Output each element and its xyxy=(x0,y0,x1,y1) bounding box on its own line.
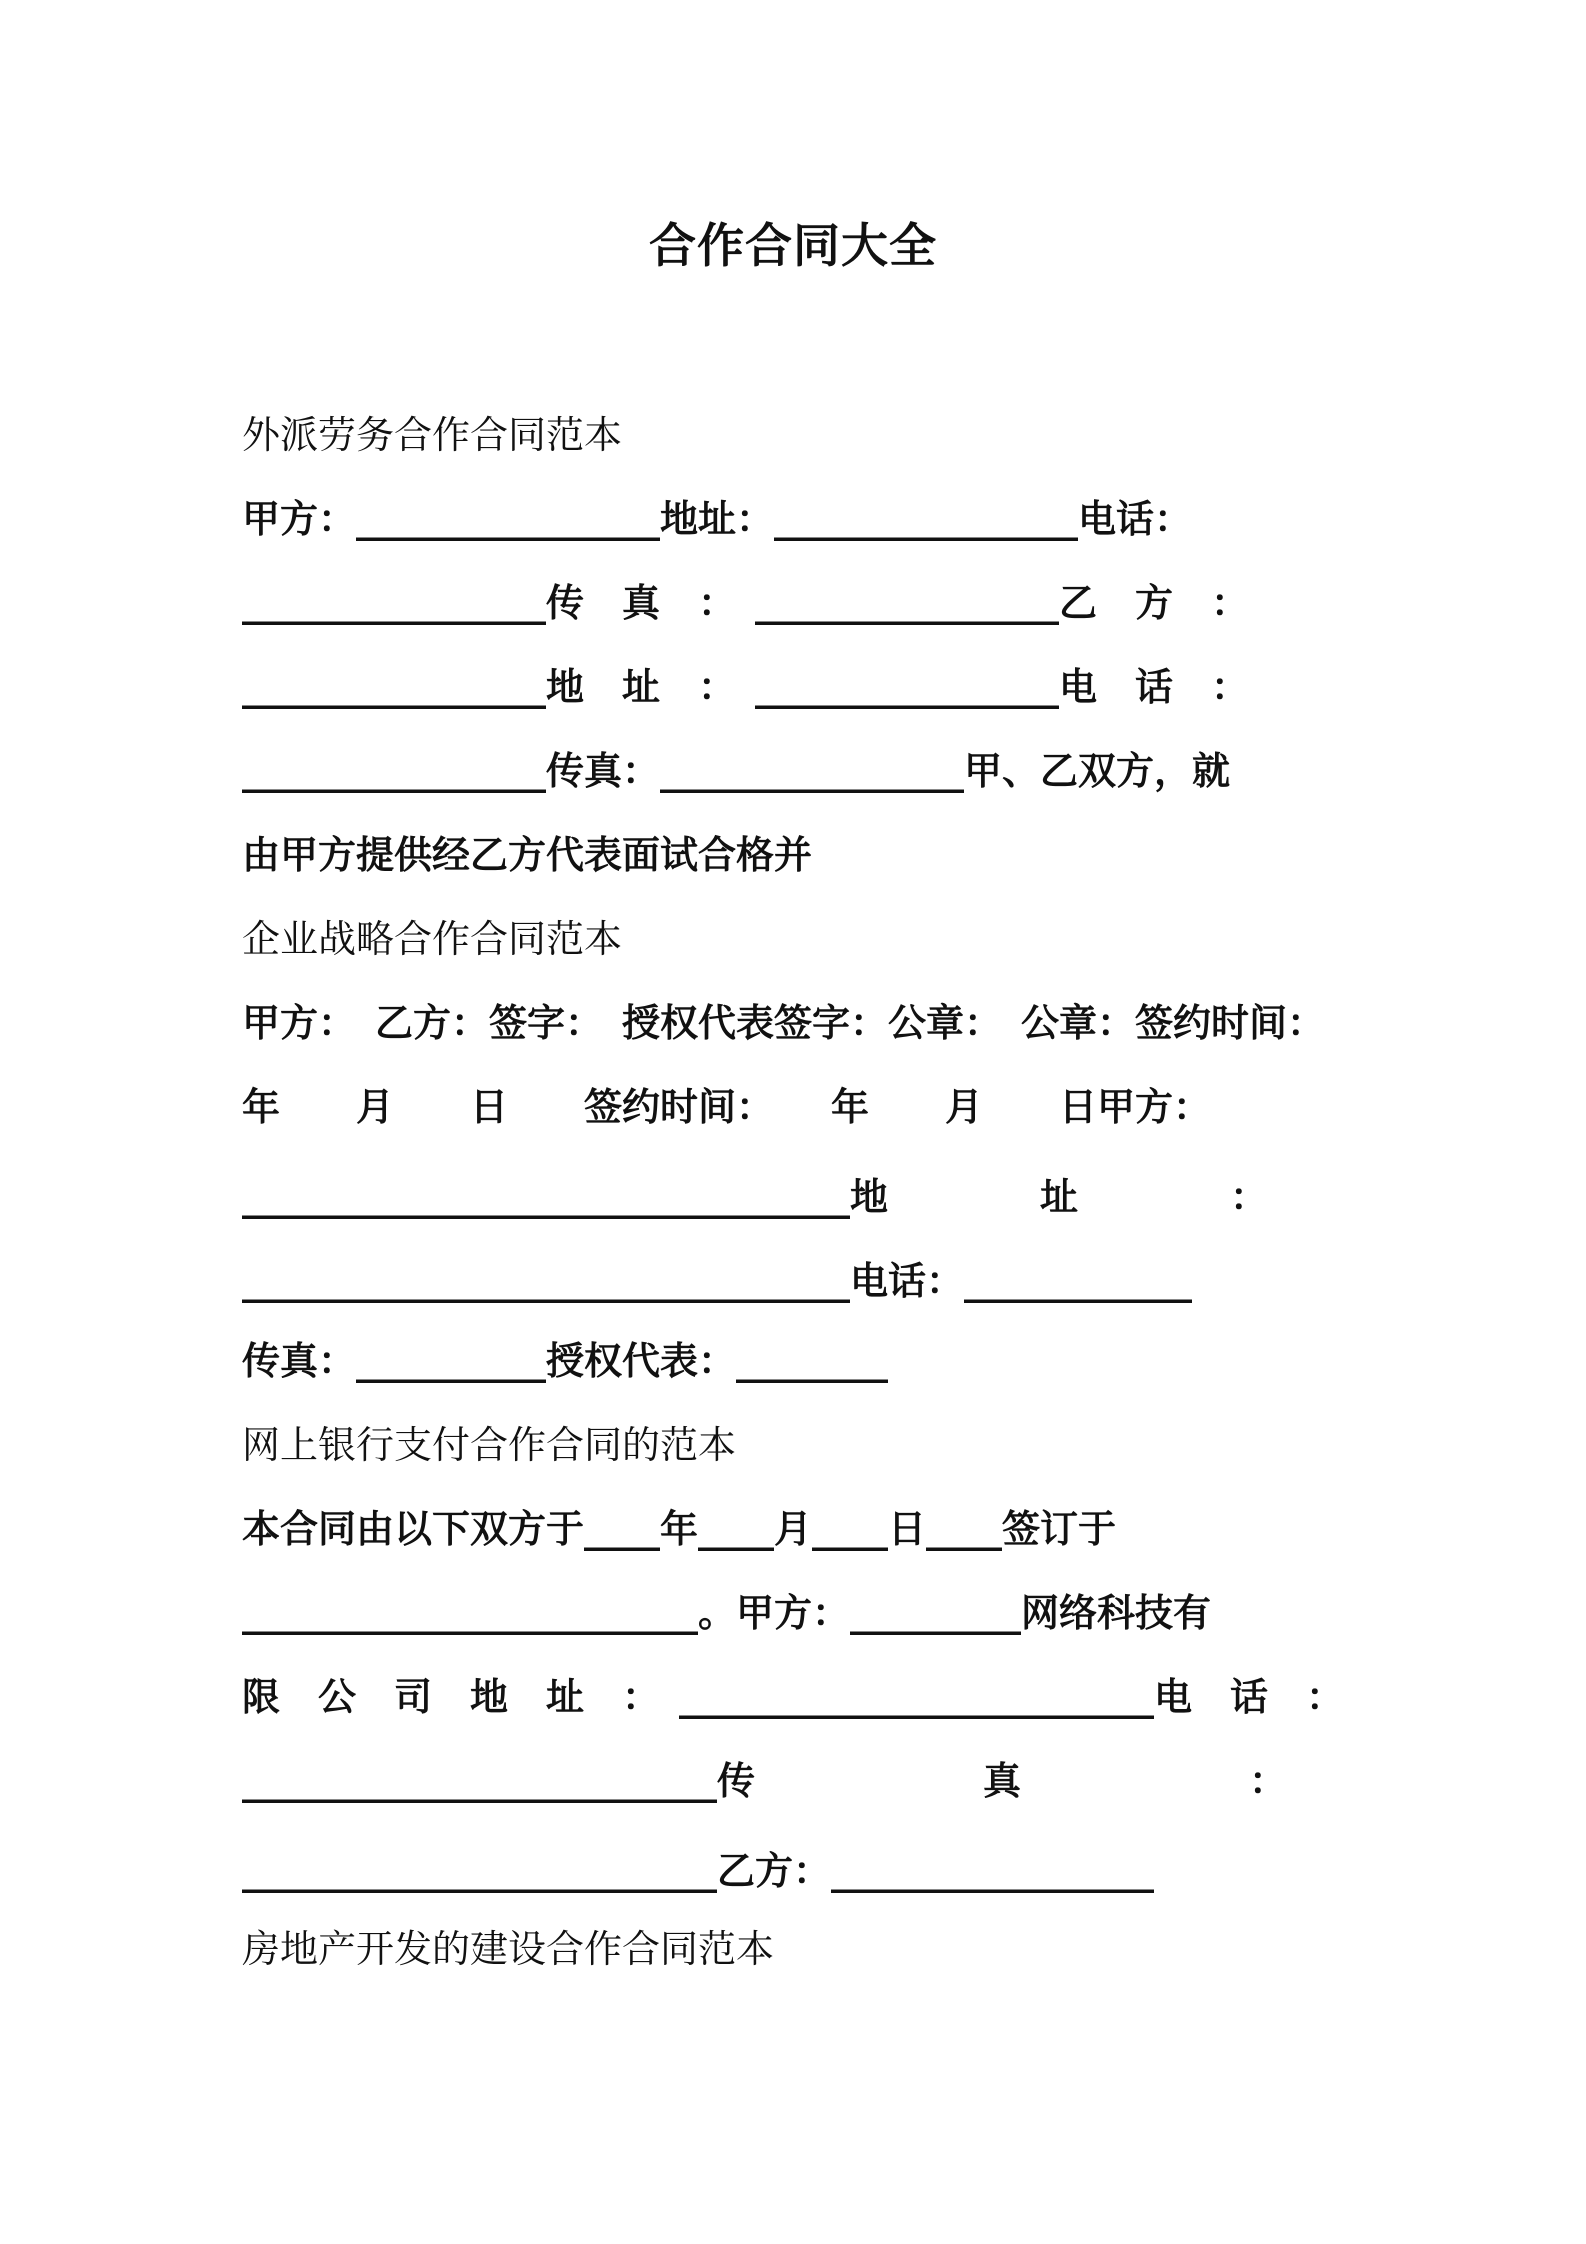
section-heading-strategy: 企业战略合作合同范本 xyxy=(242,917,623,961)
contract-line: _________________________传 真 ： xyxy=(242,1759,1288,1803)
contract-line: ________________地 址 ： ________________电 话 ： xyxy=(242,665,1250,709)
contract-line: ________________传 真 ： ________________乙 方 ： xyxy=(242,581,1250,625)
contract-line: ________________________________电话：____________ xyxy=(242,1259,1193,1303)
contract-line: ________________________________地 址 ： xyxy=(242,1175,1269,1219)
section-heading-realestate: 房地产开发的建设合作合同范本 xyxy=(242,1927,775,1971)
contract-line: 本合同由以下双方于____年____月____日____签订于 xyxy=(242,1507,1117,1551)
document-title: 合作合同大全 xyxy=(649,219,937,274)
contract-line: ________________________。甲方：_________网络科技有 xyxy=(242,1591,1212,1635)
contract-line: 限 公 司 地 址 ： _________________________电 话 ： xyxy=(242,1675,1345,1719)
contract-line: 年 月 日 签约时间： 年 月 日甲方： xyxy=(242,1085,1212,1129)
contract-line: ________________传真：________________甲、乙双方，就 xyxy=(242,749,1231,793)
contract-line: 传真：__________授权代表：________ xyxy=(242,1339,889,1383)
section-heading-labor: 外派劳务合作合同范本 xyxy=(242,413,623,457)
contract-line: 甲方：________________地址：________________电话： xyxy=(242,497,1193,541)
contract-line: 由甲方提供经乙方代表面试合格并 xyxy=(242,833,813,877)
contract-line: _________________________乙方：_________________ xyxy=(242,1849,1155,1893)
contract-line: 甲方： 乙方：签字： 授权代表签字：公章： 公章：签约时间： xyxy=(242,1001,1326,1045)
section-heading-bank: 网上银行支付合作合同的范本 xyxy=(242,1423,737,1467)
